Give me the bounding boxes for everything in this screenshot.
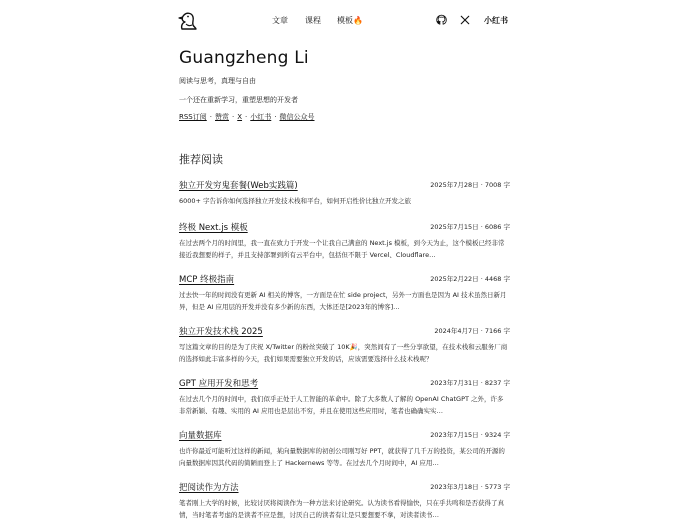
donate-link[interactable]: 赞赏 [215,113,229,121]
x-link[interactable] [460,14,470,28]
nav-item-courses[interactable]: 课程 [305,16,321,25]
tagline: 阅读与思考，真理与自由 [179,77,256,85]
nav-item-articles[interactable]: 文章 [272,16,288,25]
link-separator: · [209,113,212,121]
author-name: Guangzheng Li [179,48,309,68]
section-title: 推荐阅读 [179,153,223,166]
article-meta: 2023年7月15日 · 9324 字 [430,431,510,439]
duck-logo-icon [178,11,198,31]
article-excerpt: 过去快一年的时间没有更新 AI 相关的博客，一方面是在忙 side project，另外一方面也是因为 AI 技术虽然日新月异，但是 AI 应用层的开发并没有多少新的东西，大体还是[2023年的博客]… [179,291,507,311]
article-meta: 2024年4月7日 · 7166 字 [434,327,510,335]
github-icon [436,14,447,26]
nav-item-templates[interactable]: 模板🔥 [337,16,363,25]
rss-link[interactable]: RSS订阅 [179,113,207,121]
article-title[interactable]: GPT 应用开发和思考 [179,379,259,389]
wechat-link[interactable]: 微信公众号 [279,113,315,121]
article-title[interactable]: MCP 终极指南 [179,275,235,285]
link-separator: · [274,113,277,121]
link-separator: · [245,113,248,121]
article-meta: 2023年7月31日 · 8237 字 [430,379,510,387]
article-item [179,179,510,208]
subtitle: 一个还在重新学习，重塑思想的开发者 [179,96,298,104]
article-item [179,273,510,313]
article-item [179,221,510,261]
article-meta: 2025年2月22日 · 4468 字 [430,275,510,283]
article-excerpt: 笔者刚上大学的时候，比较讨厌将阅读作为一种方法来讨论研究。认为读书看得愉快，只在乎共鸣和是否获得了真情，当时笔者考虑的是读者不应是想，讨厌自己的读者有让是只要想要不拿，对读者读书… [179,499,504,519]
article-excerpt: 在过去两个月的时间里，我一直在致力于开发一个让我自己满意的 Next.js 模板，到今天为止，这个模板已经非常接近我想要的样子，并且支持部署到所有云平台中，包括但不限于 Vercel、Cloudflare… [179,239,505,259]
article-excerpt: 在过去几个月的时间中，我们似乎正处于人工智能的革命中。除了大多数人了解的 OpenAI ChatGPT 之外，许多非常新颖、有趣、实用的 AI 应用也是层出不穷，并且在使用这些应用时，笔者也确确实实… [179,395,504,415]
xiaohongshu-link[interactable]: 小红书 [484,16,508,25]
article-meta: 2023年3月18日 · 5773 字 [430,483,510,491]
site-logo[interactable] [178,11,198,31]
article-title[interactable]: 向量数据库 [179,431,222,441]
article-meta: 2025年7月28日 · 7008 字 [430,181,510,189]
github-link[interactable] [436,14,447,28]
article-title[interactable]: 独立开发穷鬼套餐(Web实践篇) [179,181,298,191]
article-item [179,325,510,365]
article-excerpt: 6000+ 字告诉你如何选择独立开发技术栈和平台，如何开启性价比独立开发之旅 [179,197,412,205]
link-separator: · [232,113,235,121]
x-icon [460,14,470,26]
article-excerpt: 写这篇文章的目的是为了庆祝 X/Twitter 的粉丝突破了 10K🎉，突然间有了一些分享欲望，在技术栈和云服务厂商的选择如此丰富多样的今天，我们如果需要独立开发的话，应该需要选择什么技术栈呢？ [179,343,508,363]
article-meta: 2025年7月15日 · 6086 字 [430,223,510,231]
article-title[interactable]: 终极 Next.js 模板 [179,223,248,233]
article-title[interactable]: 把阅读作为方法 [179,483,239,493]
article-item [179,429,510,469]
profile-links [179,112,315,122]
xiaohongshu-profile-link[interactable]: 小红书 [250,113,272,121]
article-title[interactable]: 独立开发技术栈 2025 [179,327,263,337]
x-profile-link[interactable]: X [237,113,243,121]
article-item [179,481,510,521]
article-excerpt: 也许你最近可能听过这样的新闻，某向量数据库的初创公司刚写好 PPT，就获得了几千万的投资，某公司的开源的向量数据库因其代码的简陋而登上了 Hackernews 等等。在过去几个月时间中，AI 应用… [179,447,505,467]
article-item [179,377,510,417]
